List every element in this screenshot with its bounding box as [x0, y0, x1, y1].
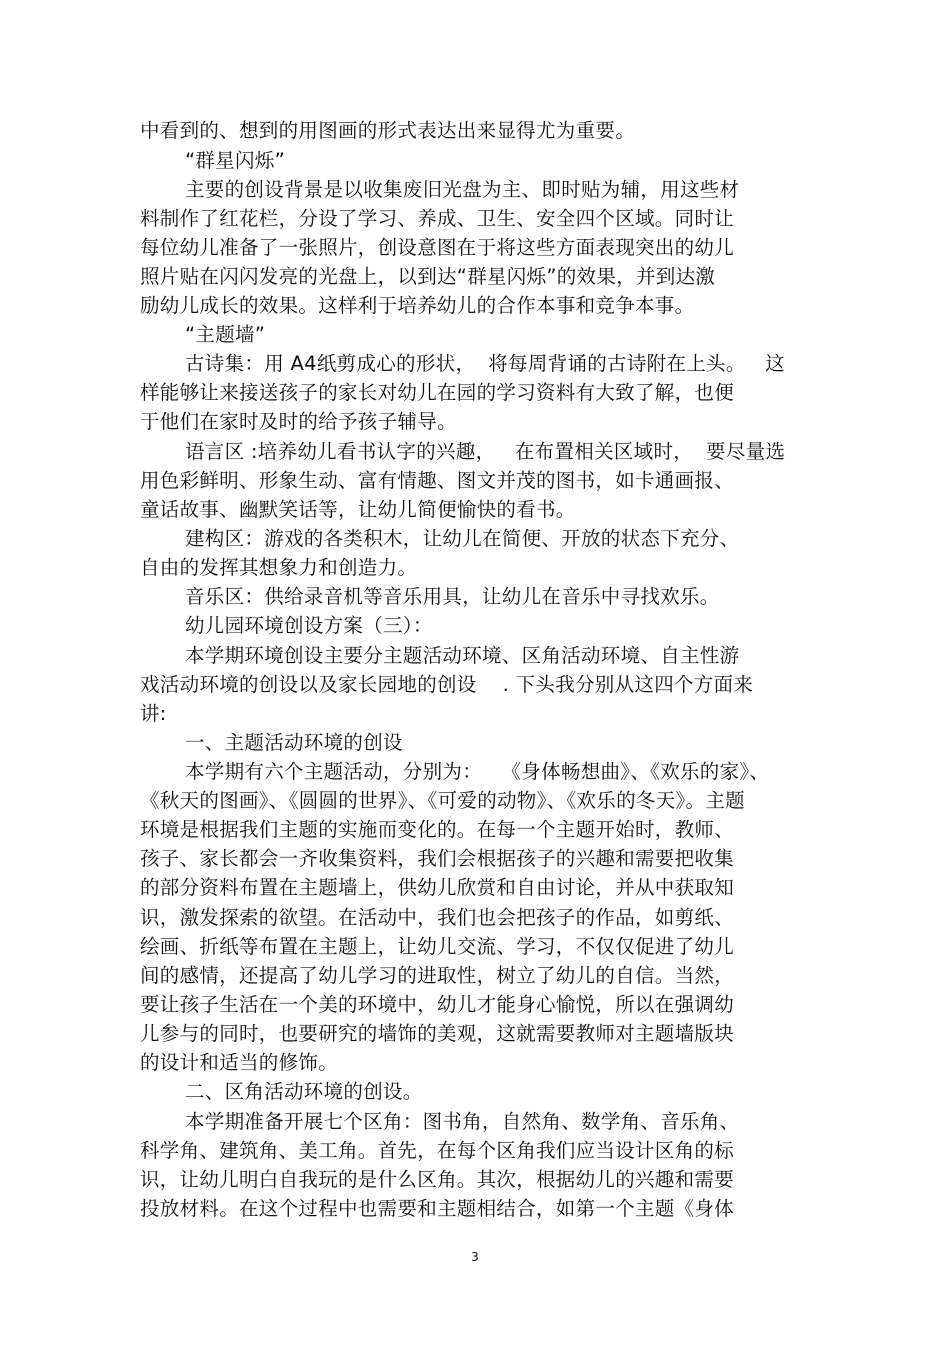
text-line: 的设计和适当的修饰。 [140, 1051, 339, 1074]
text-line: 本学期准备开展七个区角：图书角，自然角、数学角、音乐角、 [185, 1110, 740, 1133]
heading-zhutiqiang: “主题墙” [185, 323, 266, 346]
text-line: 照片贴在闪闪发亮的光盘上，以到达“群星闪烁”的效果，并到达激 [140, 265, 716, 288]
text-line: 投放材料。在这个过程中也需要和主题相结合，如第一个主题《身体 [140, 1197, 735, 1220]
text-line: 样能够让来接送孩子的家长对幼儿在园的学习资料有大致了解，也便 [140, 381, 735, 404]
section-title: 幼儿园环境创设方案（三）： [185, 614, 433, 637]
text-line: 环境是根据我们主题的实施而变化的。在每一个主题开始时，教师、 [140, 818, 735, 841]
text-line: 童话故事、幽默笑话等，让幼儿简便愉快的看书。 [140, 498, 576, 521]
text-line: 要让孩子生活在一个美的环境中，幼儿才能身心愉悦，所以在强调幼 [140, 993, 735, 1016]
text-line: 励幼儿成长的效果。这样利于培养幼儿的合作本事和竞争本事。 [140, 294, 695, 317]
text-line: 中看到的、想到的用图画的形式表达出来显得尤为重要。 [140, 119, 636, 142]
text-line: 建构区：游戏的各类积木，让幼儿在简便、开放的状态下充分、 [185, 527, 740, 550]
text-line: 本学期有六个主题活动，分别为： 《身体畅想曲》、《欢乐的家》、 [185, 760, 770, 783]
text-line: 本学期环境创设主要分主题活动环境、区角活动环境、自主性游 [185, 644, 740, 667]
text-line: 识，激发探索的欲望。在活动中，我们也会把孩子的作品，如剪纸、 [140, 906, 735, 929]
section-heading: 二、区角活动环境的创设。 [185, 1080, 423, 1103]
heading-qunxing: “群星闪烁” [185, 149, 286, 172]
text-line: 绘画、折纸等布置在主题上，让幼儿交流、学习，不仅仅促进了幼儿 [140, 935, 735, 958]
text-line: 间的感情，还提高了幼儿学习的进取性，树立了幼儿的自信。当然， [140, 964, 735, 987]
text-line: 《秋天的图画》、《圆圆的世界》、《可爱的动物》、《欢乐的冬天》。主题 [140, 789, 745, 812]
text-line: 音乐区：供给录音机等音乐用具，让幼儿在音乐中寻找欢乐。 [185, 585, 720, 608]
text-line: 的部分资料布置在主题墙上，供幼儿欣赏和自由讨论，并从中获取知 [140, 876, 735, 899]
text-line: 语言区 :培养幼儿看书认字的兴趣， 在布置相关区域时， 要尽量选 [185, 440, 786, 463]
text-line: 讲: [140, 702, 167, 725]
text-line: 每位幼儿准备了一张照片，创设意图在于将这些方面表现突出的幼儿 [140, 236, 735, 259]
text-line: 儿参与的同时，也要研究的墙饰的美观，这就需要教师对主题墙版块 [140, 1022, 735, 1045]
text-line: 识，让幼儿明白自我玩的是什么区角。其次，根据幼儿的兴趣和需要 [140, 1168, 735, 1191]
text-line: 于他们在家时及时的给予孩子辅导。 [140, 410, 457, 433]
text-line: 古诗集：用 A4纸剪成心的形状， 将每周背诵的古诗附在上头。 这 [185, 352, 785, 375]
text-line: 科学角、建筑角、美工角。首先，在每个区角我们应当设计区角的标 [140, 1139, 735, 1162]
text-line: 自由的发挥其想象力和创造力。 [140, 556, 418, 579]
section-heading: 一、主题活动环境的创设 [185, 731, 403, 754]
text-line: 戏活动环境的创设以及家长园地的创设 . 下头我分别从这四个方面来 [140, 673, 754, 696]
text-line: 料制作了红花栏，分设了学习、养成、卫生、安全四个区域。同时让 [140, 207, 735, 230]
page-number: 3 [471, 1250, 479, 1264]
text-line: 主要的创设背景是以收集废旧光盘为主、即时贴为辅，用这些材 [185, 178, 740, 201]
text-line: 孩子、家长都会一齐收集资料，我们会根据孩子的兴趣和需要把收集 [140, 847, 735, 870]
text-line: 用色彩鲜明、形象生动、富有情趣、图文并茂的图书，如卡通画报、 [140, 469, 735, 492]
